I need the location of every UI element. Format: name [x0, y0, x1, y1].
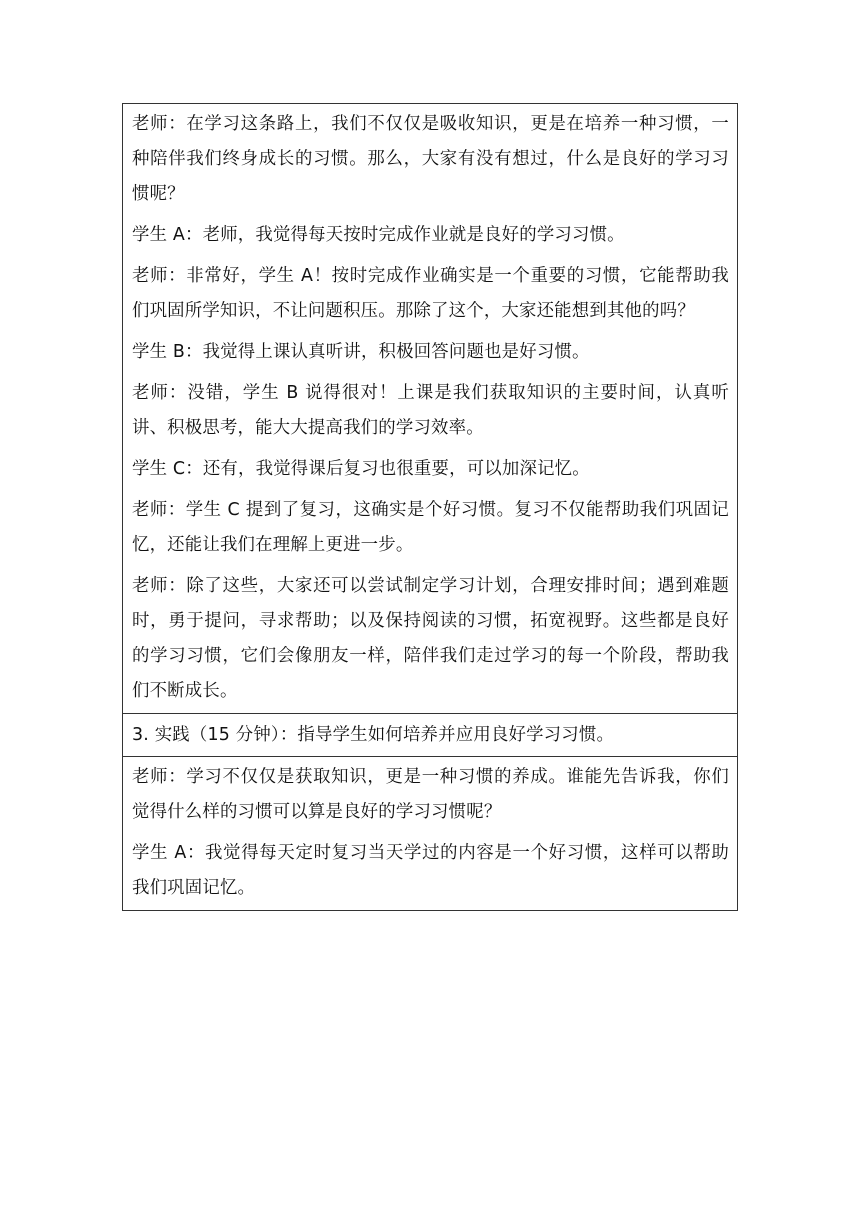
lesson-table — [122, 103, 738, 911]
dialogue-paragraph: 老师：非常好，学生 A！按时完成作业确实是一个重要的习惯，它能帮助我们巩固所学知识，不让问题积压。那除了这个，大家还能想到其他的吗？ — [132, 266, 729, 321]
dialogue-paragraph: 老师：学生 C 提到了复习，这确实是个好习惯。复习不仅能帮助我们巩固记忆，还能让我们在理解上更进一步。 — [132, 500, 729, 555]
dialogue-cell-1 — [123, 104, 737, 714]
dialogue-paragraph: 学生 C：还有，我觉得课后复习也很重要，可以加深记忆。 — [132, 459, 590, 479]
dialogue-cell-2 — [123, 757, 737, 910]
dialogue-paragraph: 学生 A：老师，我觉得每天按时完成作业就是良好的学习习惯。 — [132, 225, 625, 245]
section-heading-cell — [123, 714, 737, 757]
dialogue-paragraph: 老师：除了这些，大家还可以尝试制定学习计划，合理安排时间；遇到难题时，勇于提问，寻求帮助；以及保持阅读的习惯，拓宽视野。这些都是良好的学习习惯，它们会像朋友一样，陪伴我们走过学习的每一个阶段，帮助我们不断成长。 — [132, 576, 729, 701]
dialogue-paragraph: 老师：在学习这条路上，我们不仅仅是吸收知识，更是在培养一种习惯，一种陪伴我们终身成长的习惯。那么，大家有没有想过，什么是良好的学习习惯呢？ — [132, 114, 729, 204]
dialogue-paragraph: 老师：没错，学生 B 说得很对！上课是我们获取知识的主要时间，认真听讲、积极思考，能大大提高我们的学习效率。 — [132, 383, 729, 438]
dialogue-paragraph: 老师：学习不仅仅是获取知识，更是一种习惯的养成。谁能先告诉我，你们觉得什么样的习惯可以算是良好的学习习惯呢？ — [132, 767, 729, 822]
section-heading: 3. 实践（15 分钟）：指导学生如何培养并应用良好学习习惯。 — [132, 725, 615, 745]
dialogue-paragraph: 学生 B：我觉得上课认真听讲，积极回答问题也是好习惯。 — [132, 342, 590, 362]
dialogue-paragraph: 学生 A：我觉得每天定时复习当天学过的内容是一个好习惯，这样可以帮助我们巩固记忆。 — [132, 843, 729, 898]
